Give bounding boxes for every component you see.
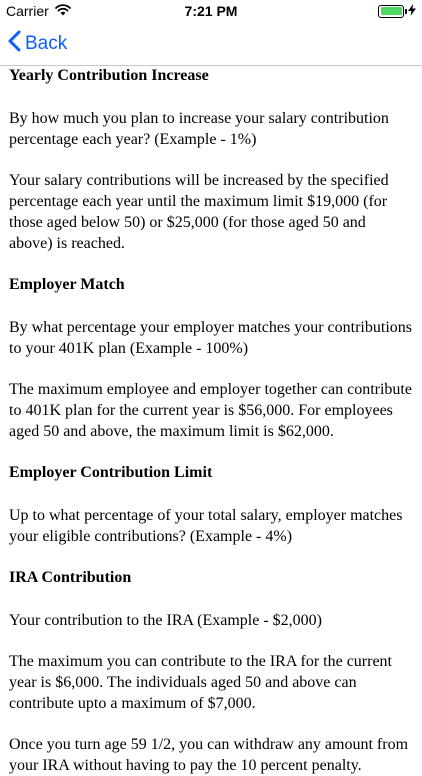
section-paragraph: By how much you plan to increase your salary contribution percentage each year? (Example - 1%)	[9, 110, 389, 148]
section-paragraph: The maximum you can contribute to the IRA for the current year is $6,000. The individuals aged 50 and above can contribute upto a maximum of $7,000.	[9, 653, 392, 712]
battery-icon	[378, 5, 404, 18]
section-paragraph: Your contribution to the IRA (Example - $2,000)	[9, 612, 323, 629]
charging-bolt-icon	[408, 3, 416, 19]
back-label: Back	[25, 33, 68, 54]
section-title-employer-contribution-limit: Employer Contribution Limit	[9, 464, 213, 481]
section-paragraph: By what percentage your employer matches your contributions to your 401K plan (Example - 100%)	[9, 319, 412, 357]
section-paragraph: The maximum employee and employer together can contribute to 401K plan for the current year is $56,000. For employees aged 50 and above, the maximum limit is $62,000.	[9, 381, 412, 440]
section-title-employer-match: Employer Match	[9, 276, 125, 293]
section-paragraph: Up to what percentage of your total salary, employer matches your eligible contributions? (Example - 4%)	[9, 507, 403, 545]
navigation-bar	[0, 22, 422, 66]
battery-fill	[381, 7, 402, 15]
chevron-left-icon	[8, 30, 21, 58]
section-title-ira-contribution: IRA Contribution	[9, 569, 132, 586]
help-content	[9, 66, 413, 774]
back-button[interactable]	[8, 30, 67, 58]
status-right	[378, 3, 416, 19]
section-paragraph: Your salary contributions will be increased by the specified percentage each year until the maximum limit $19,000 (for those aged below 50) or $25,000 (for those aged 50 and above) is reached.	[9, 172, 389, 252]
section-paragraph: Once you turn age 59 1/2, you can withdraw any amount from your IRA without having to pay the 10 percent penalty.	[9, 736, 409, 774]
status-time: 7:21 PM	[184, 3, 238, 19]
section-title-yearly-contribution-increase: Yearly Contribution Increase	[9, 67, 209, 84]
status-bar	[0, 0, 422, 22]
carrier-label: Carrier	[6, 3, 49, 19]
